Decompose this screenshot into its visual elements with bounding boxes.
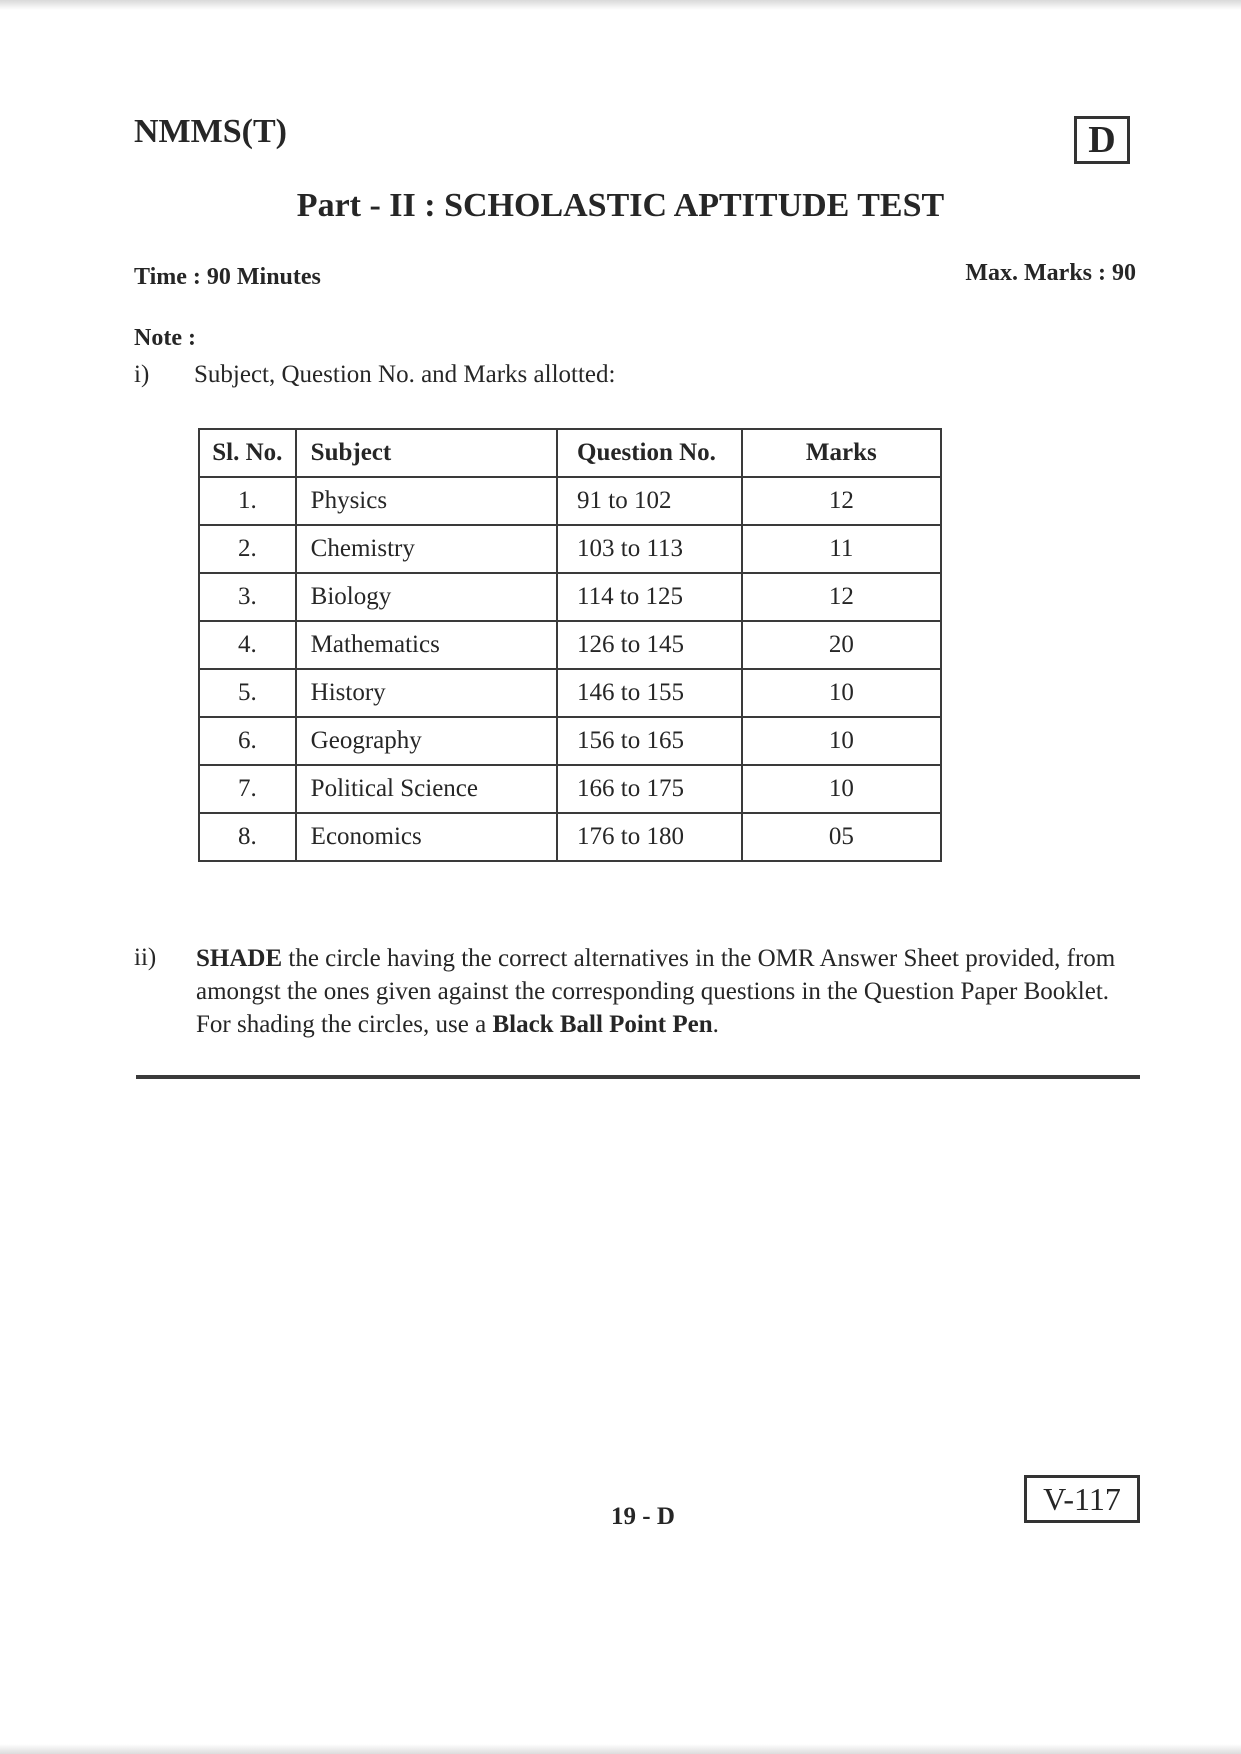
marks-cell: 12 xyxy=(742,477,941,525)
scan-edge-bottom xyxy=(0,1744,1241,1754)
instruction-text: . xyxy=(712,1011,719,1038)
subject-cell: Geography xyxy=(296,717,557,765)
serial-number-cell: 2. xyxy=(199,525,296,573)
serial-number-cell: 5. xyxy=(199,669,296,717)
subject-cell: Physics xyxy=(296,477,557,525)
exam-code: NMMS(T) xyxy=(134,113,287,150)
table-row xyxy=(199,765,941,813)
note-item-number: ii) xyxy=(134,944,157,971)
marks-cell: 10 xyxy=(742,669,941,717)
marks-cell: 10 xyxy=(742,765,941,813)
marks-cell: 11 xyxy=(742,525,941,573)
question-range-cell: 146 to 155 xyxy=(557,669,742,717)
question-range-cell: 176 to 180 xyxy=(557,813,742,861)
note-item-text: Subject, Question No. and Marks allotted: xyxy=(194,361,616,388)
serial-number-cell: 3. xyxy=(199,573,296,621)
emphasis-text: Black Ball Point Pen xyxy=(492,1011,713,1038)
note-heading: Note : xyxy=(134,325,196,351)
max-marks: Max. Marks : 90 xyxy=(965,260,1136,286)
column-header: Marks xyxy=(742,429,941,477)
serial-number-cell: 1. xyxy=(199,477,296,525)
question-range-cell: 166 to 175 xyxy=(557,765,742,813)
marks-cell: 05 xyxy=(742,813,941,861)
column-header: Question No. xyxy=(557,429,742,477)
serial-number-cell: 6. xyxy=(199,717,296,765)
subject-cell: Mathematics xyxy=(296,621,557,669)
marks-cell: 20 xyxy=(742,621,941,669)
note-item-number: i) xyxy=(134,361,150,388)
subjects-table xyxy=(198,428,942,862)
table-row xyxy=(199,477,941,525)
question-range-cell: 156 to 165 xyxy=(557,717,742,765)
marks-cell: 12 xyxy=(742,573,941,621)
serial-number-cell: 7. xyxy=(199,765,296,813)
question-range-cell: 114 to 125 xyxy=(557,573,742,621)
table-row xyxy=(199,573,941,621)
table-row xyxy=(199,669,941,717)
time-allotted: Time : 90 Minutes xyxy=(134,264,321,290)
page-title: Part - II : SCHOLASTIC APTITUDE TEST xyxy=(296,187,945,224)
serial-number-cell: 8. xyxy=(199,813,296,861)
column-header: Subject xyxy=(296,429,557,477)
serial-number-cell: 4. xyxy=(199,621,296,669)
table-row xyxy=(199,621,941,669)
subject-cell: Biology xyxy=(296,573,557,621)
subject-cell: Economics xyxy=(296,813,557,861)
horizontal-divider xyxy=(136,1075,1140,1079)
subject-cell: Political Science xyxy=(296,765,557,813)
subject-cell: Chemistry xyxy=(296,525,557,573)
question-range-cell: 103 to 113 xyxy=(557,525,742,573)
subject-cell: History xyxy=(296,669,557,717)
table-row xyxy=(199,717,941,765)
table-row xyxy=(199,813,941,861)
instruction-text: the circle having the correct alternatives in the OMR Answer Sheet provided, from amongst the ones given against the corresponding questions in the Question Paper Booklet. For shading the circles, use a xyxy=(196,945,1116,1038)
question-range-cell: 126 to 145 xyxy=(557,621,742,669)
question-range-cell: 91 to 102 xyxy=(557,477,742,525)
scan-edge-top xyxy=(0,0,1241,10)
question-set-box: D xyxy=(1074,116,1130,164)
marks-cell: 10 xyxy=(742,717,941,765)
omr-instruction-text xyxy=(196,942,1141,1041)
emphasis-text: SHADE xyxy=(196,945,283,972)
version-code-box: V-117 xyxy=(1024,1475,1140,1523)
table-header-row xyxy=(199,429,941,477)
table-row xyxy=(199,525,941,573)
page-number: 19 - D xyxy=(611,1503,675,1530)
column-header: Sl. No. xyxy=(199,429,296,477)
